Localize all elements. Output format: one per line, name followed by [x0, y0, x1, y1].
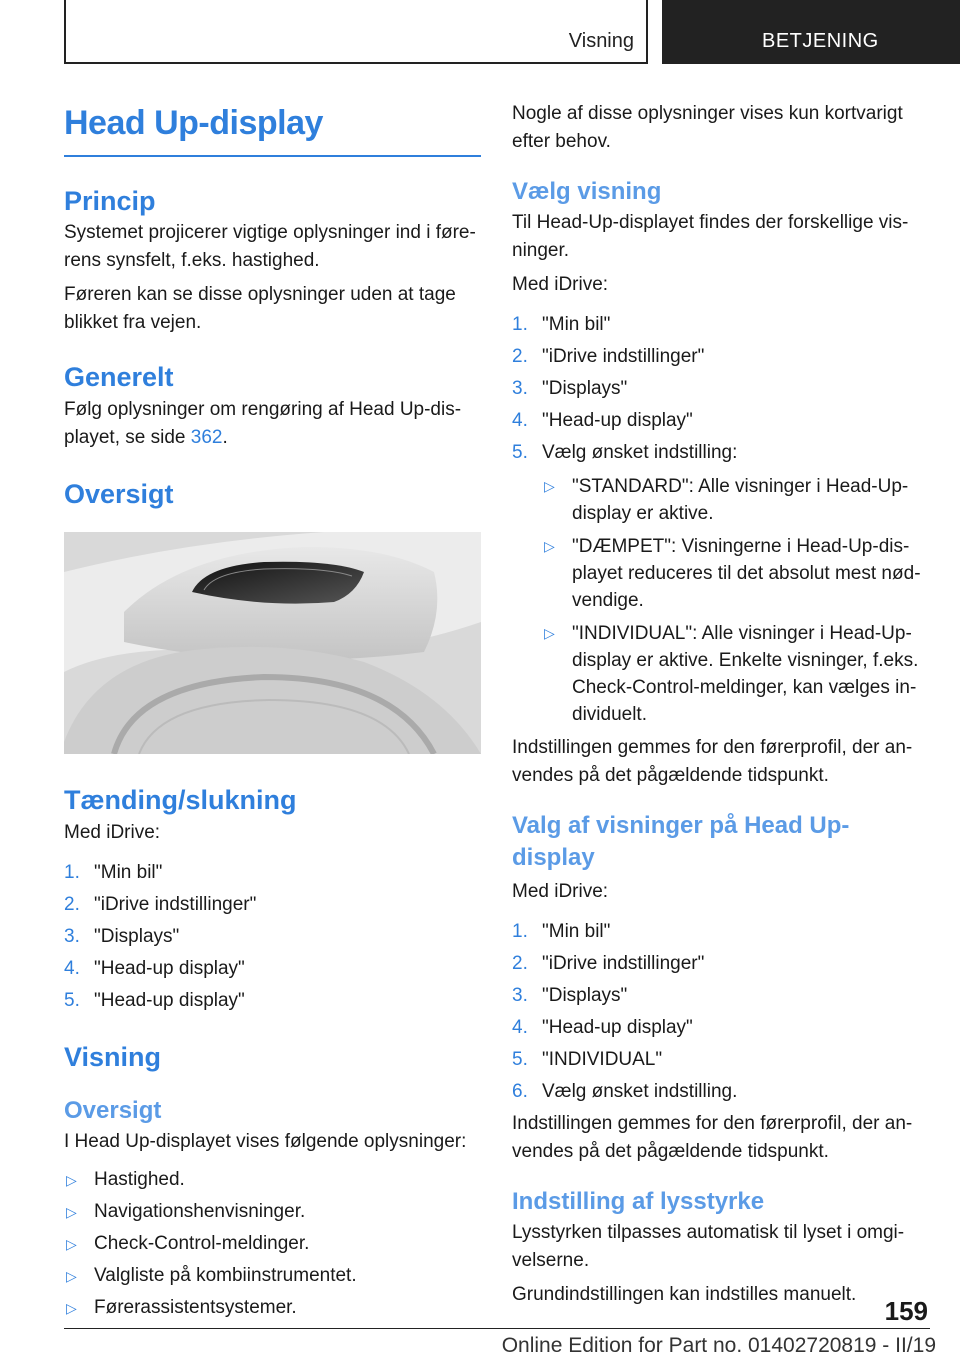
vaelg-text-2: Med iDrive:	[512, 274, 609, 296]
page-title: Head Up-display	[64, 104, 481, 157]
list-item: ▷ "DÆMPET": Visningerne i Head-Up-displayet reduceres til det absolut mest nødvendige.	[542, 533, 930, 614]
right-intro: Nogle af disse oplysninger vises kun kortvarigt efter behov.	[512, 103, 903, 152]
visning-oversigt-subheading: Oversigt	[64, 1096, 162, 1124]
triangle-bullet-icon: ▷	[66, 1204, 77, 1221]
list-item: 1. "Min bil"	[64, 861, 163, 883]
page-reference-link[interactable]: 362	[190, 426, 223, 448]
princip-heading: Princip	[64, 186, 156, 216]
valg-intro: Med iDrive:	[512, 881, 609, 903]
list-item: 4. "Head-up display"	[64, 957, 245, 979]
list-item: 2. "iDrive indstillinger"	[512, 953, 705, 975]
visning-heading: Visning	[64, 1041, 162, 1072]
vaelg-after: Indstillingen gemmes for den førerprofil, der anvendes på det pågældende tidspunkt.	[512, 737, 913, 787]
taending-heading: Tænding/slukning	[64, 785, 297, 816]
triangle-bullet-icon: ▷	[66, 1236, 77, 1253]
page-number: 159	[884, 1296, 928, 1326]
list-item: 3. "Displays"	[512, 985, 628, 1007]
lys-text-1: Lysstyrken tilpasses automatisk til lyset i omgivelserne.	[512, 1222, 905, 1272]
list-item: ▷ Valgliste på kombiinstrumentet.	[64, 1262, 481, 1290]
triangle-bullet-icon: ▷	[66, 1300, 77, 1317]
princip-text-2: Føreren kan se disse oplysninger uden at tage blikket fra vejen.	[64, 284, 456, 334]
header-chapter-tab	[662, 0, 960, 64]
list-item: 5. Vælg ønsket indstilling: ▷ "STANDARD": Alle visninger i Head-Up-display er aktive. ▷ "DÆMPET": Visningerne i Head-Up-displayet reduceres til det absolut mest nødvendige. ▷ "INDIVIDUAL": Alle visninger i Head-Up-display er aktive. Enkelte visninger, f.eks. Check-Control-meldinger, kan vælges individuelt.	[512, 439, 930, 728]
vaelg-text-1: Til Head-Up-displayet findes der forskellige visninger.	[512, 212, 909, 262]
list-item: 3. "Displays"	[512, 378, 628, 400]
left-column	[64, 100, 481, 1326]
list-item: ▷ "STANDARD": Alle visninger i Head-Up-display er aktive.	[542, 473, 930, 527]
triangle-bullet-icon: ▷	[544, 625, 555, 642]
lys-text-2: Grundindstillingen kan indstilles manuelt.	[512, 1284, 857, 1306]
footer-edition: Online Edition for Part no. 01402720819 - II/19	[501, 1334, 936, 1357]
list-item: ▷ "INDIVIDUAL": Alle visninger i Head-Up-display er aktive. Enkelte visninger, f.eks. Check-Control-meldinger, kan vælges individuelt.	[542, 620, 930, 728]
valg-heading: Valg af visninger på Head Up-display	[512, 812, 850, 872]
taending-intro: Med iDrive:	[64, 821, 161, 843]
list-item: 4. "Head-up display"	[512, 1017, 693, 1039]
list-item: 3. "Displays"	[64, 925, 180, 947]
header-section-tab	[64, 0, 648, 64]
princip-text-1: Systemet projicerer vigtige oplysninger ind i førerens synsfelt, f.eks. hastighed.	[64, 222, 476, 272]
vaelg-options	[542, 473, 930, 728]
valg-steps	[512, 918, 930, 1106]
generelt-text: Følg oplysninger om rengøring af Head Up-displayet, se side 362.	[64, 398, 462, 448]
triangle-bullet-icon: ▷	[66, 1268, 77, 1285]
list-item: ▷ Check-Control-meldinger.	[64, 1230, 481, 1258]
list-item: 2. "iDrive indstillinger"	[512, 346, 705, 368]
list-item: 1. "Min bil"	[512, 314, 611, 336]
list-item: ▷ Førerassistentsystemer.	[64, 1294, 481, 1322]
taending-steps	[64, 859, 481, 1015]
right-column	[512, 100, 930, 1309]
header-section-label: Visning	[568, 30, 634, 52]
list-item: 6. Vælg ønsket indstilling.	[512, 1081, 738, 1103]
triangle-bullet-icon: ▷	[66, 1172, 77, 1189]
visning-bullets	[64, 1166, 481, 1322]
visning-intro: I Head Up-displayet vises følgende oplysninger:	[64, 1131, 467, 1153]
vaelg-steps	[512, 311, 930, 728]
list-item: 4. "Head-up display"	[512, 410, 693, 432]
footer-divider	[64, 1328, 930, 1329]
header-chapter-label: BETJENING	[762, 30, 879, 52]
oversigt-heading: Oversigt	[64, 478, 174, 509]
generelt-heading: Generelt	[64, 362, 174, 393]
valg-after: Indstillingen gemmes for den førerprofil, der anvendes på det pågældende tidspunkt.	[512, 1113, 913, 1163]
lys-heading: Indstilling af lysstyrke	[512, 1188, 765, 1216]
list-item: 5. "Head-up display"	[64, 989, 245, 1011]
hud-photo	[64, 532, 481, 754]
list-item: 5. "INDIVIDUAL"	[512, 1049, 663, 1071]
vaelg-heading: Vælg visning	[512, 178, 662, 205]
hud-illustration	[64, 532, 481, 754]
triangle-bullet-icon: ▷	[544, 538, 555, 555]
list-item: 2. "iDrive indstillinger"	[64, 893, 257, 915]
list-item: 1. "Min bil"	[512, 921, 611, 943]
triangle-bullet-icon: ▷	[544, 478, 555, 495]
list-item: ▷ Hastighed.	[64, 1166, 481, 1194]
list-item: ▷ Navigationshenvisninger.	[64, 1198, 481, 1226]
